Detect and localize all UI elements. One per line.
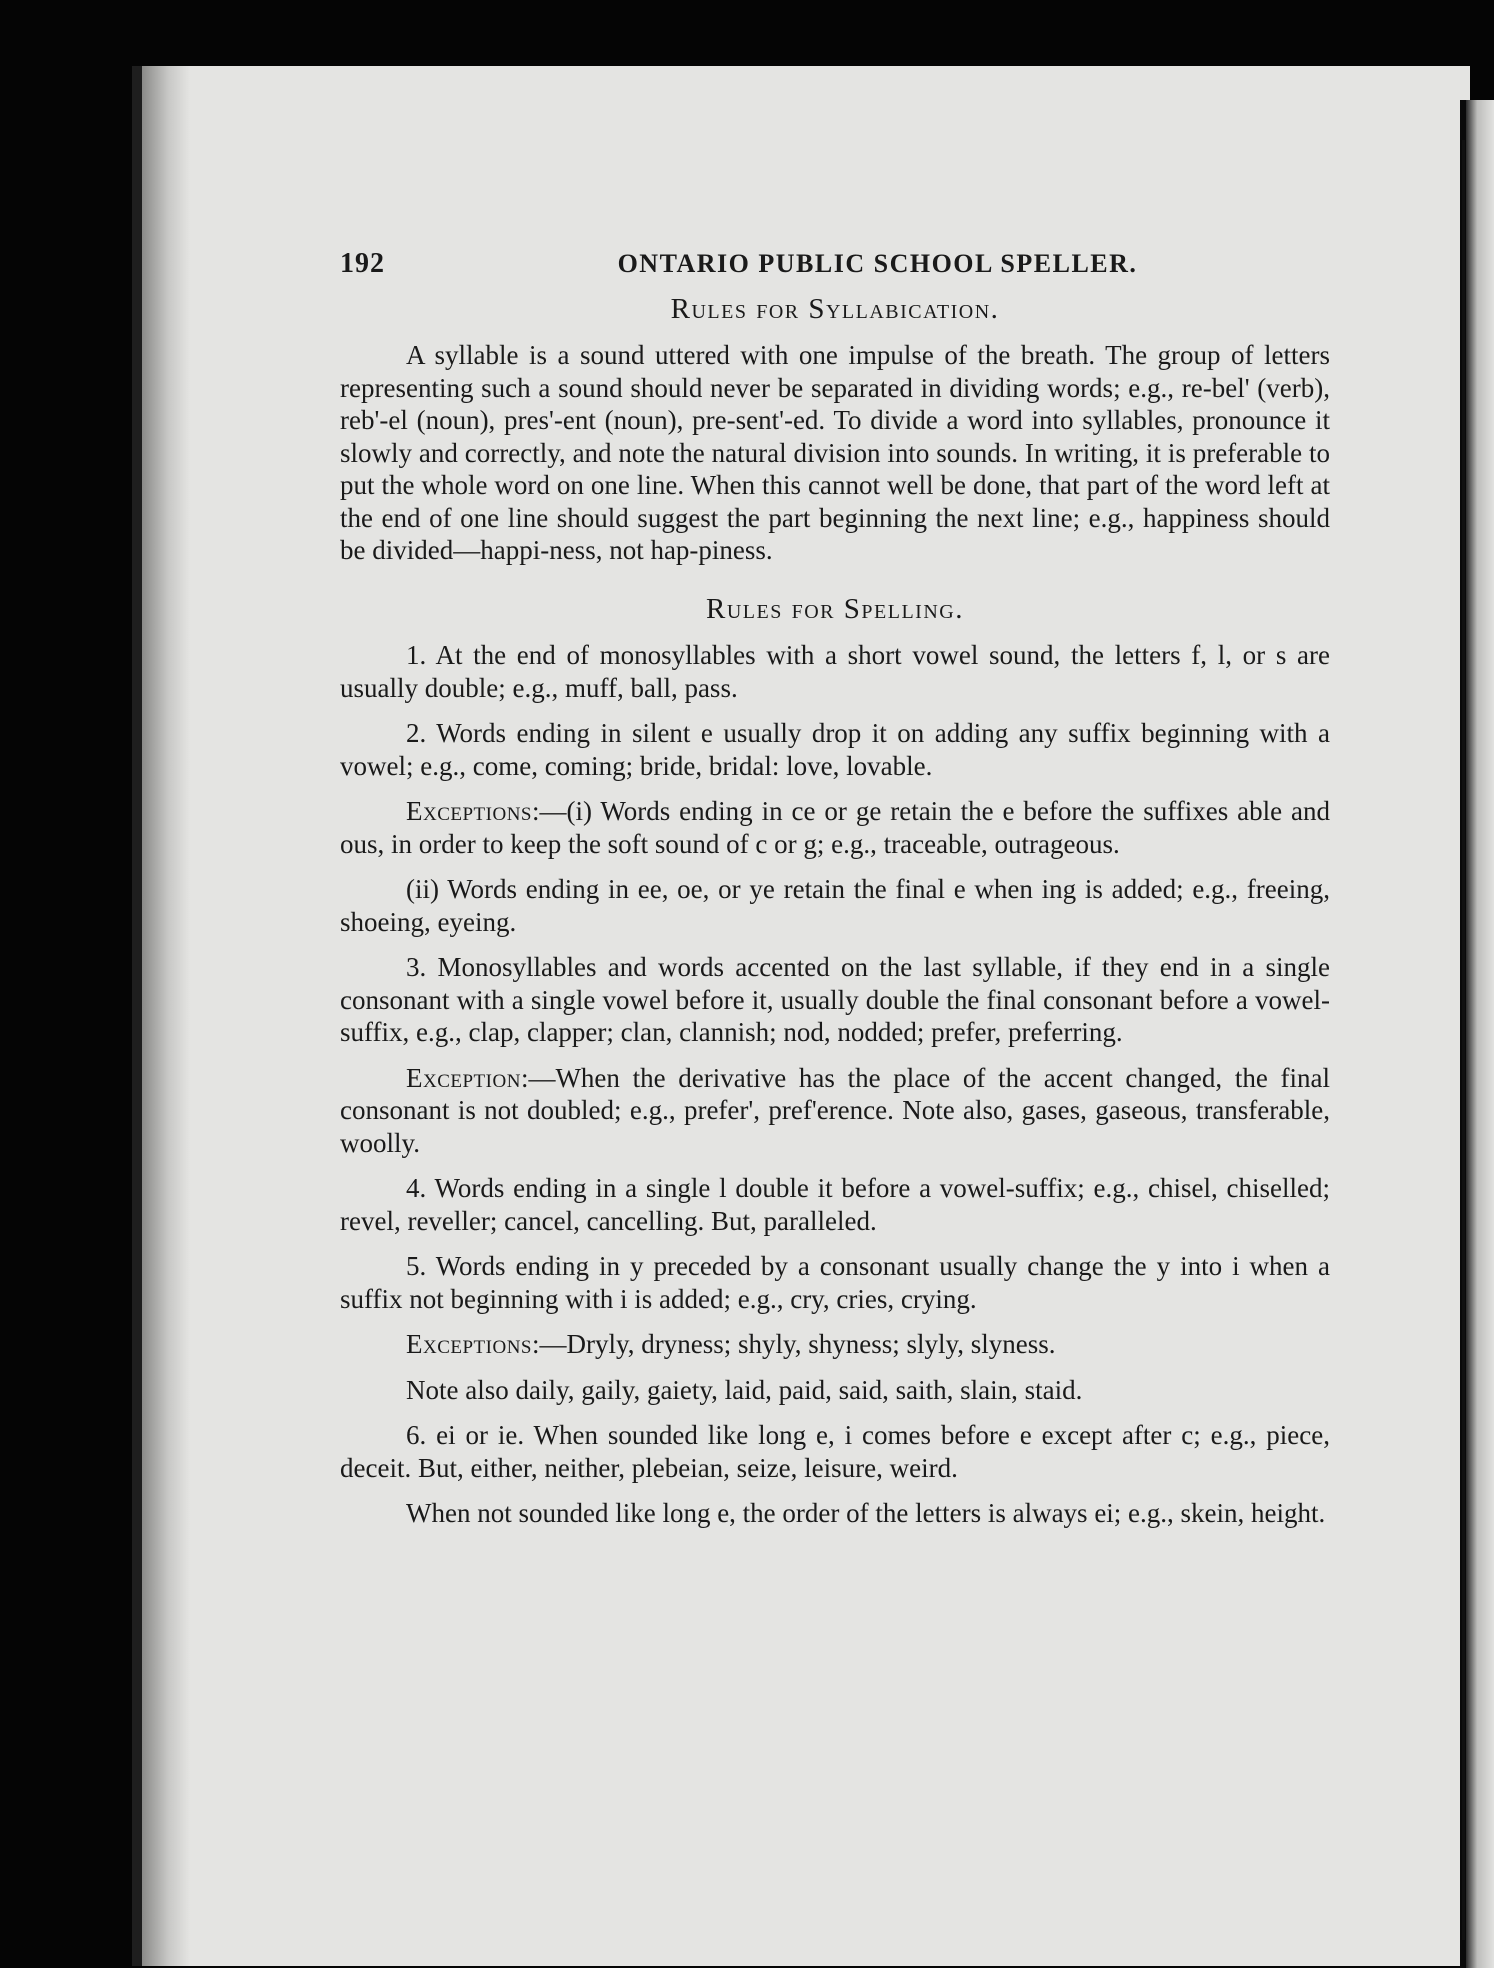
rule-3: 3. Monosyllables and words accented on the last syllable, if they end in a single consonant with a single vowel before it, usually double the final consonant before a vowel-suffix, e.g., clap, clapper; clan, clannish; nod, nodded; prefer, preferring. bbox=[340, 952, 1330, 1047]
syllabication-heading: Rules for Syllabication. bbox=[670, 292, 1000, 325]
rule-2-exception-ii: (ii) Words ending in ee, oe, or ye retain the final e when ing is added; e.g., freeing, shoeing, eyeing. bbox=[340, 874, 1330, 937]
rule-5: 5. Words ending in y preceded by a consonant usually change the y into i when a suffix not beginning with i is added; e.g., cry, cries, crying. bbox=[340, 1251, 1330, 1314]
exceptions-label: Exceptions bbox=[406, 796, 533, 826]
page-content bbox=[340, 248, 1330, 1543]
rule-5-note: Note also daily, gaily, gaiety, laid, paid, said, saith, slain, staid. bbox=[406, 1374, 1083, 1405]
spelling-heading: Rules for Spelling. bbox=[706, 592, 964, 625]
syllabication-paragraph: A syllable is a sound uttered with one impulse of the breath. The group of letters representing such a sound should never be separated in dividing words; e.g., re-bel' (verb), reb'-el (noun), pres'-ent (noun), pre-sent'-ed. To divide a word into syllables, pronounce it slowly and correctly, and note the natural division into sounds. In writing, it is preferable to put the whole word on one line. When this cannot well be done, that part of the word left at the end of one line should suggest the part beginning the next line; e.g., happiness should be divided—happi-ness, not hap-piness. bbox=[340, 340, 1330, 565]
rule-1: 1. At the end of monosyllables with a short vowel sound, the letters f, l, or s are usually double; e.g., muff, ball, pass. bbox=[340, 640, 1330, 703]
page-number: 192 bbox=[340, 248, 385, 279]
rule-2-exceptions bbox=[340, 795, 1330, 860]
rule-5-exception-text: :—Dryly, dryness; shyly, shyness; slyly, slyness. bbox=[532, 1329, 1056, 1359]
rule-3-exception-text: :—When the derivative has the place of the accent changed, the final consonant is not doubled; e.g., prefer', pref'erence. Note also, gases, gaseous, transferable, woolly. bbox=[340, 1062, 1330, 1158]
running-head bbox=[340, 248, 1330, 281]
exceptions-label: Exceptions bbox=[406, 1329, 533, 1359]
rule-6: 6. ei or ie. When sounded like long e, i comes before e except after c; e.g., piece, deceit. But, either, neither, plebeian, seize, leisure, weird. bbox=[340, 1420, 1330, 1483]
rule-4: 4. Words ending in a single l double it before a vowel-suffix; e.g., chisel, chiselled; revel, reveller; cancel, cancelling. But, paralleled. bbox=[340, 1173, 1330, 1236]
running-title: ONTARIO PUBLIC SCHOOL SPELLER. bbox=[617, 249, 1138, 278]
rule-3-exception bbox=[340, 1062, 1330, 1160]
binding-shadow bbox=[142, 66, 190, 1966]
rule-6-note: When not sounded like long e, the order of the letters is always ei; e.g., skein, height. bbox=[406, 1498, 1326, 1528]
page-edge-line bbox=[1462, 140, 1465, 1940]
facing-page-strip bbox=[1466, 100, 1494, 1968]
exception-label: Exception bbox=[406, 1062, 521, 1093]
rule-5-exceptions bbox=[340, 1328, 1330, 1361]
rule-2-exception-i: :—(i) Words ending in ce or ge retain the e before the suffixes able and ous, in order to keep the soft sound of c or g; e.g., traceable, outrageous. bbox=[340, 796, 1330, 859]
facing-page-edge bbox=[1460, 100, 1494, 1968]
rule-2: 2. Words ending in silent e usually drop it on adding any suffix beginning with a vowel; e.g., come, coming; bride, bridal: love, lovable. bbox=[340, 718, 1330, 781]
